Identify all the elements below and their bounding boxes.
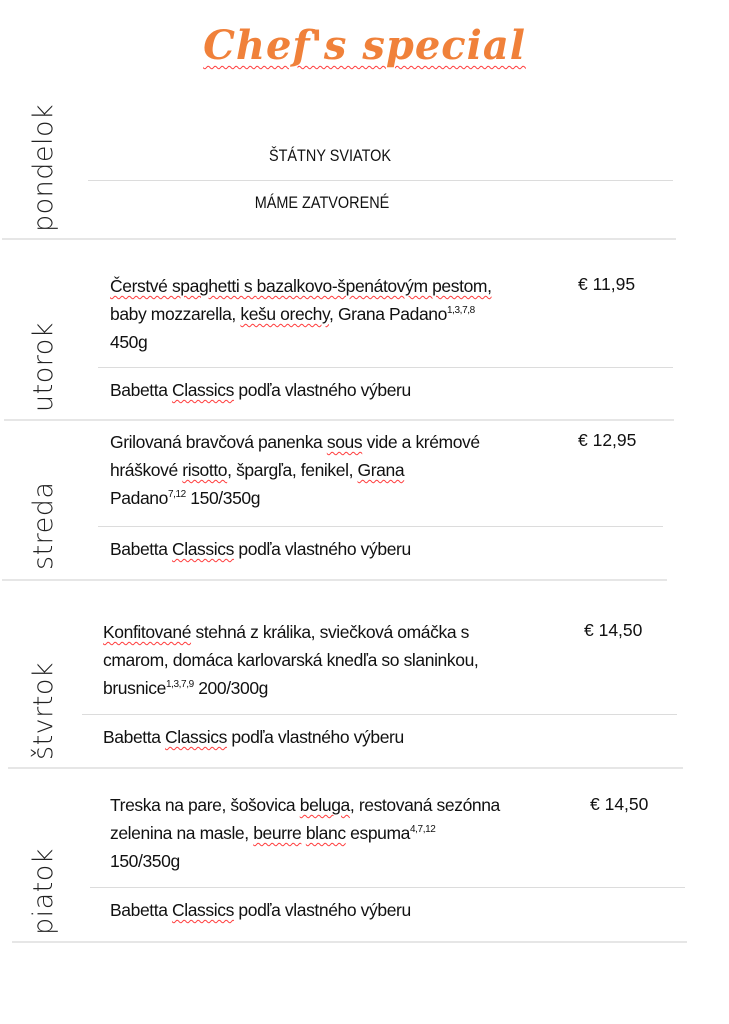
dish-price: € 14,50 — [590, 794, 649, 814]
dish-text: kešu orechy — [240, 304, 330, 324]
day-label-pondelok: pondelok — [28, 103, 59, 232]
dish-price: € 11,95 — [578, 274, 636, 294]
classics-option: Babetta Classics podľa vlastného výberu — [110, 539, 411, 559]
allergens: 4,7,12 — [410, 824, 436, 835]
allergens: 1,3,7,9 — [165, 679, 194, 690]
day-label-piatok: piatok — [28, 848, 59, 935]
divider — [88, 180, 673, 181]
classics-option: Babetta Classics podľa vlastného výberu — [103, 727, 404, 747]
dish-description: Treska na pare, šošovica beluga, restovaná sezónna zelenina na masle, beurre blanc espuma$^{4,7,12}$ 150/350g — [110, 791, 550, 875]
classics-option: Babetta Classics podľa vlastného výberu — [110, 900, 411, 920]
divider — [98, 367, 673, 368]
page-title: Chef's special — [203, 22, 526, 69]
dish-text: bazalkovo-špenátovým pestom, — [256, 276, 492, 296]
divider — [98, 526, 663, 527]
dish-weight: 150/350g — [190, 488, 261, 508]
dish-weight: 150/350g — [110, 851, 180, 871]
dish-weight: 450g — [110, 332, 148, 352]
divider — [82, 714, 677, 715]
day-divider — [2, 579, 667, 581]
day-divider — [8, 767, 683, 769]
dish-description — [110, 272, 550, 356]
dish-price: € 14,50 — [584, 620, 643, 640]
day-label-streda: streda — [28, 481, 59, 570]
dish-description: Grilovaná bravčová panenka sous vide a krémové hráškové risotto, špargľa, fenikel, Grana Padano$^{7,12}$ 150/350g — [110, 432, 480, 508]
day-divider — [2, 238, 676, 240]
dish-text: Čerstvé spaghetti s — [110, 276, 257, 296]
holiday-notice: ŠTÁTNY SVIATOK — [268, 146, 392, 165]
classics-option: Babetta Classics podľa vlastného výberu — [110, 380, 411, 400]
day-divider — [4, 419, 674, 421]
day-label-utorok: utorok — [28, 322, 59, 412]
allergens: 7,12 — [167, 489, 186, 500]
closed-notice: MÁME ZATVORENÉ — [254, 193, 390, 212]
dish-text: baby mozzarella, — [110, 304, 241, 324]
divider — [90, 887, 685, 888]
dish-text: , Grana Padano — [329, 304, 447, 324]
dish-description: Konfitované stehná z králika, sviečková omáčka s cmarom, domáca karlovarská knedľa so slaninkou, brusnice$^{1,3,7,9}$ 200/300g — [103, 622, 479, 698]
dish-weight: 200/300g — [198, 678, 268, 698]
dish-price: € 12,95 — [578, 430, 637, 450]
day-divider — [12, 941, 687, 943]
allergens: 1,3,7,8 — [446, 305, 475, 316]
day-label-stvrtok: štvrtok — [28, 662, 59, 760]
